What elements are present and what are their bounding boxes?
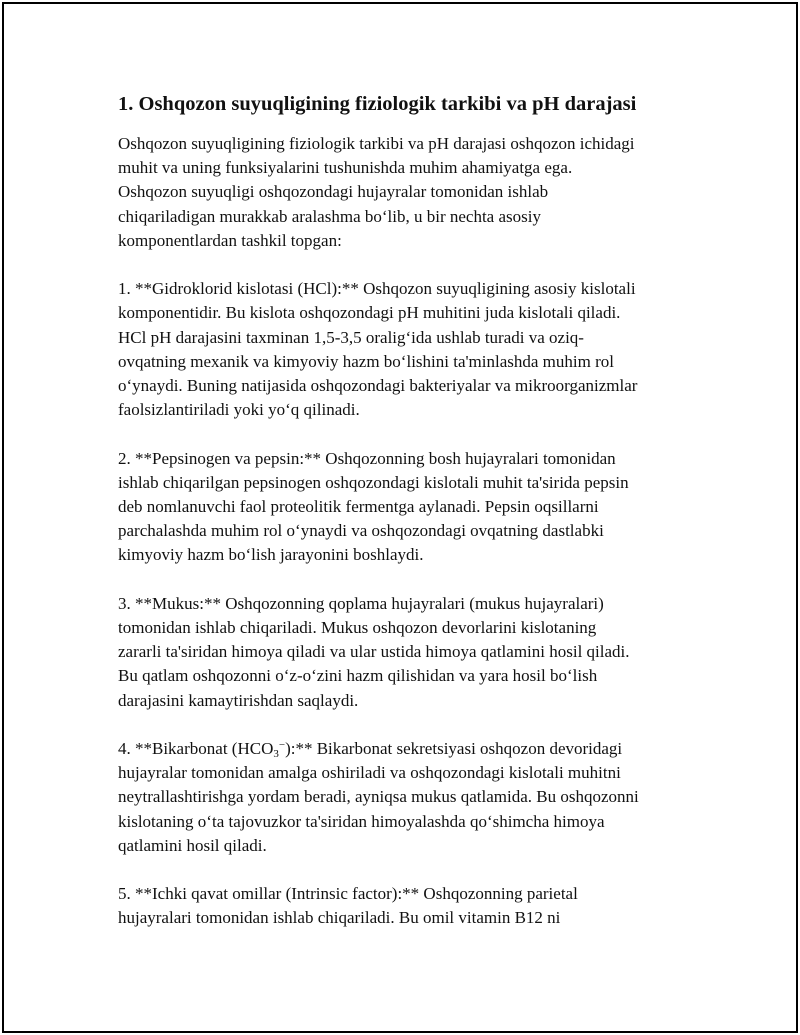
text-line: zararli ta'siridan himoya qiladi va ular ustida himoya qatlamini hosil qiladi. bbox=[118, 642, 630, 662]
text-line: ovqatning mexanik va kimyoviy hazm bo‘lishini ta'minlashda muhim rol bbox=[118, 351, 614, 371]
text-line: 3. **Mukus:** Oshqozonning qoplama hujayralari (mukus hujayralari) bbox=[118, 593, 604, 613]
text-fragment: ):** Bikarbonat sekretsiyasi oshqozon devoridagi bbox=[285, 739, 623, 759]
text-fragment: 4. **Bikarbonat (HCO bbox=[118, 739, 274, 759]
text-line: komponentidir. Bu kislota oshqozondagi pH muhitini juda kislotali qiladi. bbox=[118, 303, 621, 323]
list-item-hcl bbox=[118, 277, 688, 422]
text-line: Oshqozon suyuqligi oshqozondagi hujayralar tomonidan ishlab bbox=[118, 182, 549, 202]
text-line: komponentlardan tashkil topgan: bbox=[118, 230, 342, 250]
text-line: ishlab chiqarilgan pepsinogen oshqozondagi kislotali muhit ta'sirida pepsin bbox=[118, 472, 629, 492]
list-item-bicarbonate bbox=[118, 737, 688, 858]
text-line: HCl pH darajasini taxminan 1,5-3,5 oralig‘ida ushlab turadi va oziq- bbox=[118, 327, 584, 347]
text-line bbox=[118, 737, 688, 761]
subscript: 3 bbox=[273, 748, 279, 761]
text-line: kislotaning o‘ta tajovuzkor ta'siridan himoyalashda qo‘shimcha himoya bbox=[118, 811, 605, 831]
text-line: hujayralari tomonidan ishlab chiqariladi. Bu omil vitamin B12 ni bbox=[118, 908, 561, 928]
text-line: Oshqozon suyuqligining fiziologik tarkibi va pH darajasi oshqozon ichidagi bbox=[118, 134, 635, 153]
list-item-mucus bbox=[118, 592, 688, 713]
text-line: faolsizlantiriladi yoki yo‘q qilinadi. bbox=[118, 400, 360, 420]
text-line: darajasini kamaytirishdan saqlaydi. bbox=[118, 690, 359, 710]
section-title: 1. Oshqozon suyuqligining fiziologik tarkibi va pH darajasi bbox=[118, 93, 637, 115]
text-line: parchalashda muhim rol o‘ynaydi va oshqozondagi ovqatning dastlabki bbox=[118, 521, 604, 541]
text-line: Bu qatlam oshqozonni o‘z-o‘zini hazm qilishidan va yara hosil bo‘lish bbox=[118, 666, 598, 686]
text-line: deb nomlanuvchi faol proteolitik fermentga aylanadi. Pepsin oqsillarni bbox=[118, 497, 599, 517]
superscript: − bbox=[278, 739, 286, 752]
text-line: kimyoviy hazm bo‘lish jarayonini boshlaydi. bbox=[118, 545, 424, 565]
document-body bbox=[118, 90, 688, 931]
intro-paragraph bbox=[118, 132, 688, 253]
list-item-pepsin bbox=[118, 447, 688, 568]
text-line: o‘ynaydi. Buning natijasida oshqozondagi bakteriyalar va mikroorganizmlar bbox=[118, 376, 638, 396]
text-line: 1. **Gidroklorid kislotasi (HCl):** Oshqozon suyuqligining asosiy kislotali bbox=[118, 279, 636, 299]
text-line: neytrallashtirishga yordam beradi, ayniqsa mukus qatlamida. Bu oshqozonni bbox=[118, 787, 639, 807]
text-line: qatlamini hosil qiladi. bbox=[118, 835, 267, 855]
text-line: 2. **Pepsinogen va pepsin:** Oshqozonning bosh hujayralari tomonidan bbox=[118, 448, 616, 468]
text-line: tomonidan ishlab chiqariladi. Mukus oshqozon devorlarini kislotaning bbox=[118, 618, 597, 638]
text-line: hujayralar tomonidan amalga oshiriladi va oshqozondagi kislotali muhitni bbox=[118, 763, 621, 783]
text-line: 5. **Ichki qavat omillar (Intrinsic factor):** Oshqozonning parietal bbox=[118, 884, 578, 904]
list-item-intrinsic-factor bbox=[118, 882, 688, 930]
text-line: chiqariladigan murakkab aralashma bo‘lib, u bir nechta asosiy bbox=[118, 206, 541, 226]
text-line: muhit va uning funksiyalarini tushunishda muhim ahamiyatga ega. bbox=[118, 158, 573, 178]
